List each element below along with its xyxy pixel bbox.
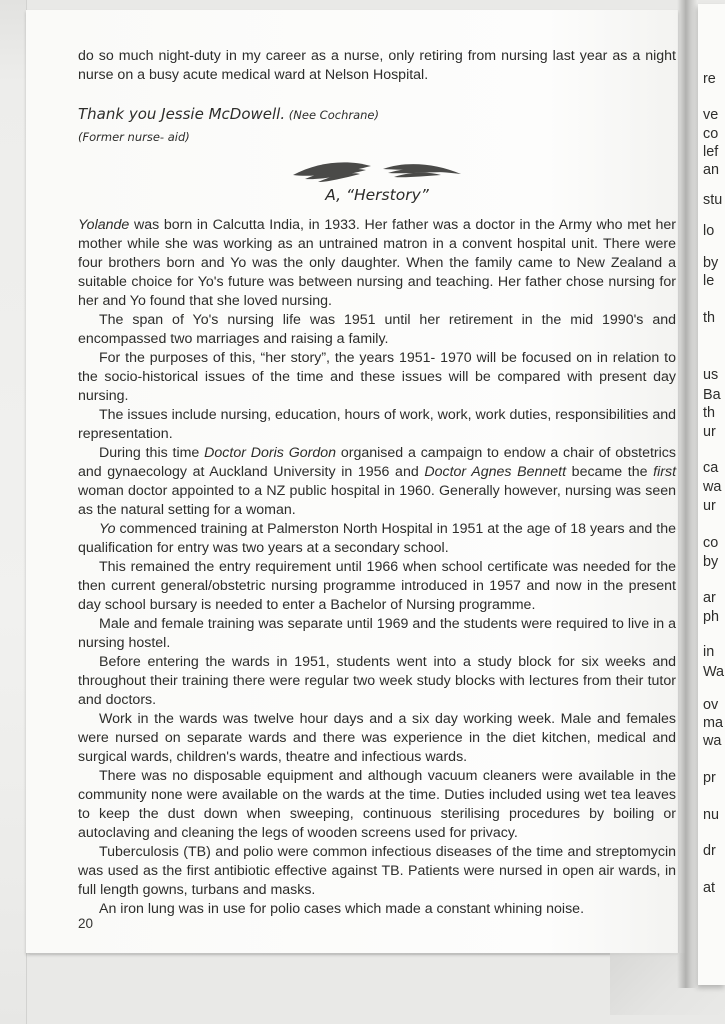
emphasized-text: Yo	[99, 521, 116, 537]
facing-page-text-fragment: ur	[703, 498, 716, 514]
text-run: During this time	[99, 445, 205, 461]
paragraph	[78, 558, 676, 615]
facing-page-text-fragment: by	[703, 255, 719, 271]
body-paragraphs	[78, 216, 676, 919]
text-run: An iron lung was in use for polio cases which made a constant whining noise.	[99, 901, 585, 917]
text-run: woman doctor appointed to a NZ public hospital in 1960. Generally however, nursing was seen as the natural setting for a woman.	[78, 483, 676, 518]
facing-page-text-fragment: ph	[703, 609, 720, 625]
paragraph	[78, 710, 676, 767]
facing-page-text-fragment: ca	[703, 460, 719, 476]
paragraph	[78, 311, 676, 349]
signature-role-note: (Former nurse- aid)	[78, 130, 190, 144]
emphasized-text: first	[653, 464, 677, 480]
facing-page-text-fragment: re	[703, 71, 716, 87]
facing-page-text-fragment: ar	[703, 590, 716, 606]
page-number: 20	[78, 916, 94, 931]
facing-page-text-fragment: th	[703, 310, 716, 326]
text-run: was born in Calcutta India, in 1933. Her father was a doctor in the Army who met her mother while she was working as an untrained matron in a convent hospital unit. There were four brothers born and Yo was the only daughter. When the family came to New Zealand a suitable choice for Yo's future was between nursing and teaching. Her father chose nursing for her and Yo found that she loved nursing.	[78, 217, 676, 309]
facing-page-text-fragment: lef	[703, 144, 719, 160]
facing-page-text-fragment: ma	[703, 715, 723, 731]
facing-page-text-fragment: by	[703, 554, 719, 570]
page-bottom-edge	[30, 953, 678, 955]
paragraph	[78, 349, 676, 406]
facing-page-text-fragment: wa	[703, 733, 722, 749]
facing-page-text-fragment: th	[703, 405, 716, 421]
facing-page-text-fragment: Ba	[703, 387, 721, 403]
text-run: commenced training at Palmerston North Hospital in 1951 at the age of 18 years and the qualification for entry was two years at a secondary school.	[78, 521, 676, 556]
section-title: A, “Herstory”	[325, 186, 429, 204]
facing-page-text-fragment: nu	[703, 807, 720, 823]
text-run: Tuberculosis (TB) and polio were common infectious diseases of the time and streptomycin was used as the first antibiotic effective against TB. Patients were nursed in open air wards, in full length gowns, turbans and masks.	[78, 844, 676, 898]
text-run: This remained the entry requirement until 1966 when school certificate was needed for the then current general/obstetric nursing programme introduced in 1957 and now in the present day school bursary is needed to enter a Bachelor of Nursing programme.	[78, 559, 676, 613]
paragraph	[78, 900, 676, 919]
continuation-paragraph: do so much night-duty in my career as a nurse, only retiring from nursing last year as a night nurse on a busy acute medical ward at Nelson Hospital.	[78, 48, 676, 83]
facing-page-text-fragment: co	[703, 126, 719, 142]
facing-page-text-fragment: co	[703, 535, 719, 551]
text-run: The span of Yo's nursing life was 1951 until her retirement in the mid 1990's and encompassed two marriages and raising a family.	[78, 312, 676, 347]
signature-block	[78, 105, 676, 147]
paragraph	[78, 767, 676, 843]
signature-name: Thank you Jessie McDowell.	[78, 105, 286, 123]
scanned-book-page	[26, 10, 678, 953]
emphasized-text: Yolande	[78, 217, 130, 233]
facing-page-text-fragment: Wa	[703, 664, 725, 680]
facing-page-text-fragment: dr	[703, 843, 716, 859]
emphasized-text: Doctor Agnes Bennett	[424, 464, 567, 480]
facing-page-text-fragment: le	[703, 273, 715, 289]
text-run: Work in the wards was twelve hour days and a six day working week. Male and females were nursed on separate wards and there was experience in the diet kitchen, medical and surgical wards, children's wards, theatre and infectious wards.	[78, 711, 676, 765]
facing-page-text-fragment: stu	[703, 192, 723, 208]
book-spine-gutter	[677, 0, 698, 988]
facing-page-text-fragment: in	[703, 644, 715, 660]
text-run: became the	[566, 464, 654, 480]
facing-page-text-fragment: at	[703, 880, 716, 896]
text-run: Male and female training was separate until 1969 and the students were required to live in a nursing hostel.	[78, 616, 676, 651]
facing-page-text-fragment: wa	[703, 479, 722, 495]
text-run: There was no disposable equipment and although vacuum cleaners were available in the community none were available on the wards at the time. Duties included using wet tea leaves to keep the dust down when sweeping, continuous sterilising procedures by boiling or autoclaving and cleaning the legs of wooden screens used for privacy.	[78, 768, 676, 841]
text-run: For the purposes of this, “her story”, the years 1951- 1970 will be focused on in relation to the socio-historical issues of the time and these issues will be compared with present day nursing.	[78, 350, 676, 404]
facing-page-text-fragment: us	[703, 367, 719, 383]
paragraph	[78, 520, 676, 558]
paragraph	[78, 843, 676, 900]
emphasized-text: Doctor Doris Gordon	[204, 445, 337, 461]
text-run: The issues include nursing, education, hours of work, work, work duties, responsibilities and representation.	[78, 407, 676, 442]
ornament-row	[78, 159, 676, 185]
paragraph	[78, 444, 676, 520]
signature-maiden-note: (Nee Cochrane)	[285, 108, 379, 122]
facing-page-text-fragment: ve	[703, 107, 719, 123]
facing-page-text-fragment: ur	[703, 424, 716, 440]
page-content	[26, 10, 678, 919]
paragraph	[78, 653, 676, 710]
paragraph	[78, 615, 676, 653]
text-run: organised a campaign to endow a chair of obstetrics and gynaecology at Auckland University in 1956 and	[78, 445, 676, 480]
facing-page-text-fragment: lo	[703, 223, 715, 239]
paragraph	[78, 406, 676, 444]
facing-page-text-fragment: ov	[703, 697, 719, 713]
paragraph	[78, 216, 676, 311]
text-run: Before entering the wards in 1951, students went into a study block for six weeks and throughout their training there were regular two week study blocks with lectures from their tutor and doctors.	[78, 654, 676, 708]
flourish-ornament-icon	[291, 159, 463, 185]
book-page-stack-edge	[0, 0, 27, 1024]
facing-page-text-fragment: pr	[703, 770, 716, 786]
facing-page-text-fragment: an	[703, 162, 720, 178]
facing-page-sliver	[698, 4, 725, 985]
